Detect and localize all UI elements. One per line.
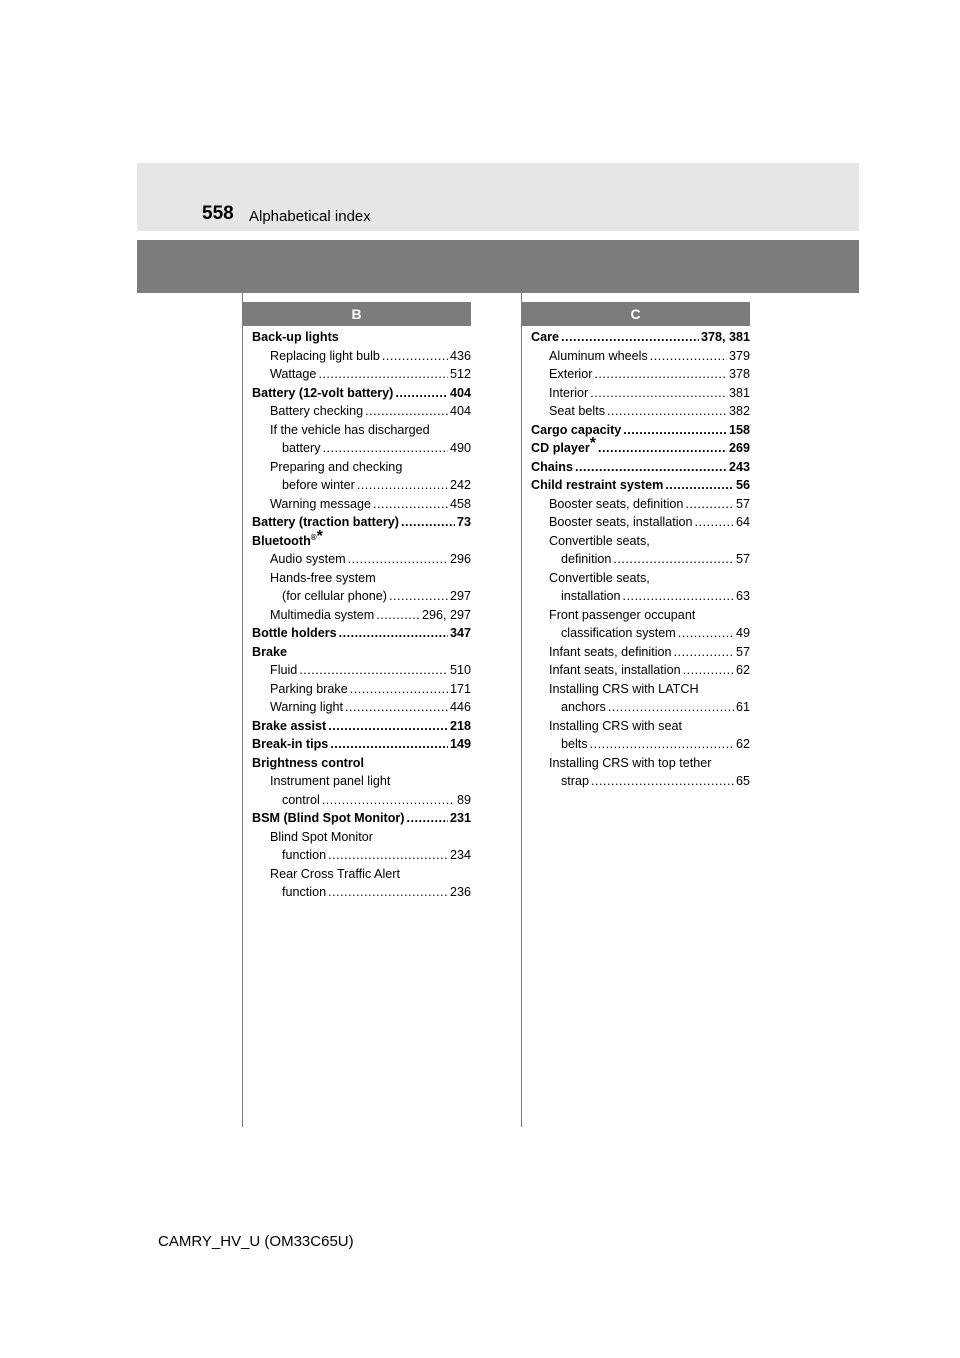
entry-page-number: 269 (728, 441, 750, 455)
entry-label-text: Brightness control (252, 755, 364, 770)
entry-page-number: 64 (735, 515, 750, 529)
index-entry (252, 365, 471, 384)
index-entry (531, 698, 750, 717)
index-entry (252, 606, 471, 625)
entry-page-number: 490 (449, 441, 471, 455)
index-entry (252, 680, 471, 699)
entry-label (270, 571, 376, 585)
dot-leader (590, 384, 727, 403)
index-entry (252, 791, 471, 810)
entry-label (270, 402, 363, 421)
index-entry (252, 754, 471, 773)
entry-page-number: 171 (449, 681, 471, 696)
dot-leader (665, 476, 734, 495)
entry-label-text: Warning message (270, 496, 372, 511)
entry-label-text: function (282, 848, 327, 862)
entry-label (531, 435, 597, 458)
entry-page-number: 242 (449, 478, 471, 492)
index-entry (531, 513, 750, 532)
index-entry (531, 569, 750, 588)
entry-page-number: 63 (735, 589, 750, 603)
entry-label-text: Installing CRS with seat (549, 718, 682, 733)
dot-leader (330, 735, 448, 754)
index-entry (252, 347, 471, 366)
entry-label (270, 830, 373, 844)
entry-label (549, 571, 650, 585)
entry-label-text: Warning light (270, 700, 344, 714)
dot-leader (350, 680, 448, 699)
entry-page-number: 436 (449, 348, 471, 363)
entry-label-text: Aluminum wheels (549, 348, 648, 363)
entry-label (561, 735, 588, 754)
entry-page-number: 404 (449, 404, 471, 418)
dot-leader (318, 365, 448, 384)
entry-label-text: Bottle holders (252, 626, 337, 640)
index-entry (252, 550, 471, 569)
entry-label (282, 587, 387, 606)
index-entry (531, 735, 750, 754)
entry-page-number: 243 (728, 459, 750, 474)
footnote-asterisk: * (589, 435, 597, 452)
index-entry (252, 772, 471, 791)
index-entry (531, 458, 750, 477)
entry-label-text: Booster seats, definition (549, 496, 684, 511)
entry-label (561, 550, 611, 569)
index-entry (531, 402, 750, 421)
entry-label-text: Replacing light bulb (270, 348, 380, 363)
index-entry (531, 606, 750, 625)
entry-label-text: Brake (252, 644, 288, 659)
index-entry (531, 435, 750, 458)
entry-label-text: Bluetooth (252, 533, 311, 548)
entry-label-text: Installing CRS with top tether (549, 755, 712, 770)
entry-label-text: (for cellular phone) (282, 589, 387, 603)
entry-label-text: battery (282, 441, 321, 455)
index-entry (252, 513, 471, 532)
entry-label-text: Fluid (270, 663, 298, 677)
entry-label (270, 495, 371, 514)
entry-page-number: 65 (735, 774, 750, 788)
index-entry (531, 643, 750, 662)
entry-label (252, 735, 328, 754)
entry-label (549, 347, 648, 366)
column-rule-middle (521, 293, 522, 1127)
index-entry (252, 865, 471, 884)
index-entry (531, 717, 750, 736)
entry-label (549, 608, 695, 622)
entry-label (549, 643, 672, 662)
entry-page-number: 296, 297 (421, 607, 471, 622)
entry-label-text: Wattage (270, 367, 317, 381)
page-number: 558 (202, 203, 234, 224)
index-entry (252, 587, 471, 606)
dot-leader (365, 402, 448, 421)
entry-page-number: 382 (728, 404, 750, 418)
entry-page-number: 89 (456, 792, 471, 807)
entry-label (282, 791, 320, 810)
index-entry (531, 495, 750, 514)
entry-label (549, 384, 588, 403)
dot-leader (322, 791, 455, 810)
entry-page-number: 56 (735, 478, 750, 492)
entry-page-number: 49 (735, 626, 750, 640)
entry-label (561, 698, 606, 717)
entry-label (561, 587, 621, 606)
dot-leader (299, 661, 448, 680)
entry-label (549, 402, 605, 421)
dot-leader (561, 328, 699, 347)
index-entry (252, 828, 471, 847)
index-entry (531, 772, 750, 791)
dot-leader (674, 643, 734, 662)
entry-label-text: BSM (Blind Spot Monitor) (252, 811, 405, 825)
dot-leader (695, 513, 734, 532)
column-rule-left (242, 293, 243, 1127)
entry-page-number: 57 (735, 552, 750, 566)
entry-page-number: 378 (728, 367, 750, 381)
entry-label-text: Back-up lights (252, 330, 339, 344)
dot-leader (683, 661, 734, 680)
dot-leader (591, 772, 734, 791)
entry-label (252, 717, 326, 736)
entry-label (270, 347, 380, 366)
entry-label (531, 421, 621, 440)
entry-label (270, 680, 348, 699)
index-entry (531, 550, 750, 569)
entry-page-number: 236 (449, 885, 471, 899)
entry-label-text: classification system (561, 626, 676, 640)
entry-label (549, 365, 592, 384)
entry-label-text: definition (561, 552, 612, 566)
entry-label (531, 458, 573, 477)
index-entry (252, 846, 471, 865)
entry-page-number: 404 (449, 385, 471, 400)
entry-label (531, 476, 663, 495)
entry-label-text: anchors (561, 700, 606, 714)
entry-label (549, 513, 693, 532)
dot-leader (623, 587, 734, 606)
entry-label-text: Infant seats, definition (549, 644, 672, 659)
entry-label (252, 645, 287, 659)
index-entry (252, 476, 471, 495)
dot-leader (376, 606, 420, 625)
entry-label (270, 867, 400, 881)
index-entry (531, 384, 750, 403)
entry-label-text: Exterior (549, 367, 593, 381)
index-entry (531, 661, 750, 680)
entry-label-text: Convertible seats, (549, 533, 650, 548)
dot-leader (339, 624, 448, 643)
index-entry (252, 661, 471, 680)
dot-leader (650, 347, 727, 366)
entry-label-text: Preparing and checking (270, 459, 403, 474)
index-entry (252, 328, 471, 347)
entry-label-text: before winter (282, 478, 355, 492)
entry-label (270, 365, 316, 384)
dot-leader (357, 476, 448, 495)
index-entry (252, 569, 471, 588)
entry-page-number: 296 (449, 552, 471, 566)
index-entry (252, 384, 471, 403)
entry-page-number: 381 (728, 385, 750, 400)
entry-label-text: Battery checking (270, 404, 364, 418)
entry-page-number: 510 (449, 663, 471, 677)
dot-leader (389, 587, 448, 606)
entry-label (252, 527, 323, 548)
entry-label (282, 883, 326, 902)
entry-label (282, 476, 355, 495)
entry-label (549, 682, 699, 696)
entry-page-number: 231 (449, 811, 471, 825)
entry-page-number: 61 (735, 700, 750, 714)
entry-label-text: Rear Cross Traffic Alert (270, 866, 400, 881)
entry-label-text: Parking brake (270, 681, 348, 696)
index-column-b (252, 328, 471, 902)
entry-label-text: Installing CRS with LATCH (549, 681, 699, 696)
dot-leader (608, 698, 734, 717)
entry-label (549, 661, 681, 680)
entry-page-number: 57 (735, 496, 750, 511)
entry-label-text: Booster seats, installation (549, 515, 693, 529)
letter-heading-b: B (242, 302, 471, 326)
entry-label (252, 756, 364, 770)
entry-page-number: 446 (449, 700, 471, 714)
entry-label-text: strap (561, 774, 589, 788)
index-entry (531, 328, 750, 347)
index-column-c (531, 328, 750, 791)
index-entry (252, 698, 471, 717)
dot-leader (401, 513, 455, 532)
index-entry (531, 421, 750, 440)
entry-label-text: belts (561, 737, 588, 751)
entry-page-number: 62 (735, 663, 750, 677)
entry-label (270, 423, 430, 437)
index-entry (252, 421, 471, 440)
entry-label-text: If the vehicle has discharged (270, 422, 430, 437)
page-header (137, 163, 859, 231)
entry-page-number: 158 (728, 422, 750, 437)
entry-page-number: 379 (728, 348, 750, 363)
dot-leader (613, 550, 734, 569)
dot-leader (407, 809, 448, 828)
entry-label-text: Hands-free system (270, 570, 376, 585)
dot-leader (575, 458, 727, 477)
entry-label (252, 809, 405, 828)
index-entry (252, 717, 471, 736)
index-entry (531, 365, 750, 384)
registered-mark: ® (310, 532, 317, 542)
index-entry (531, 532, 750, 551)
entry-label-text: Care (531, 330, 560, 344)
dot-leader (395, 384, 448, 403)
dot-leader (348, 550, 448, 569)
section-title: Alphabetical index (249, 208, 371, 225)
entry-label-text: function (282, 885, 327, 899)
dot-leader (373, 495, 448, 514)
entry-label (252, 624, 337, 643)
entry-label-text: Cargo capacity (531, 422, 622, 437)
dot-leader (607, 402, 727, 421)
dot-leader (623, 421, 727, 440)
entry-label (561, 624, 676, 643)
entry-label (549, 719, 682, 733)
entry-label (549, 534, 650, 548)
dot-leader (328, 883, 448, 902)
dot-leader (590, 735, 734, 754)
entry-label (282, 846, 326, 865)
index-entry (252, 527, 471, 551)
dot-leader (685, 495, 734, 514)
entry-label (549, 756, 711, 770)
footnote-asterisk: * (316, 527, 323, 545)
entry-page-number: 512 (449, 367, 471, 381)
entry-page-number: 347 (449, 626, 471, 640)
entry-label-text: Break-in tips (252, 737, 329, 751)
dot-leader (323, 439, 448, 458)
dot-leader (598, 439, 727, 458)
entry-page-number: 378, 381 (700, 330, 750, 344)
entry-label (270, 460, 402, 474)
dot-leader (678, 624, 734, 643)
entry-page-number: 57 (735, 644, 750, 659)
entry-page-number: 297 (449, 589, 471, 603)
entry-label-text: Chains (531, 459, 573, 474)
entry-label-text: installation (561, 589, 621, 603)
entry-label-text: control (282, 792, 320, 807)
entry-label (270, 661, 297, 680)
dot-leader (594, 365, 727, 384)
index-entry (252, 883, 471, 902)
dot-leader (382, 347, 448, 366)
index-entry (252, 402, 471, 421)
index-entry (531, 680, 750, 699)
entry-label-text: Audio system (270, 552, 346, 566)
index-entry (531, 347, 750, 366)
entry-label (531, 328, 559, 347)
entry-page-number: 218 (449, 718, 471, 733)
entry-label-text: Convertible seats, (549, 570, 650, 585)
index-entry (531, 754, 750, 773)
entry-label-text: Battery (traction battery) (252, 515, 399, 529)
index-entry (252, 809, 471, 828)
index-entry (252, 643, 471, 662)
header-divider-bar (137, 240, 859, 293)
dot-leader (328, 846, 448, 865)
entry-label-text: CD player (531, 441, 590, 455)
entry-label-text: Seat belts (549, 404, 606, 418)
entry-label-text: Blind Spot Monitor (270, 829, 373, 844)
entry-label (549, 495, 683, 514)
entry-label (252, 384, 393, 403)
entry-label-text: Child restraint system (531, 478, 664, 492)
entry-label-text: Front passenger occupant (549, 607, 696, 622)
entry-label-text: Instrument panel light (270, 774, 391, 788)
entry-label-text: Brake assist (252, 718, 327, 733)
entry-label-text: Interior (549, 385, 589, 400)
document-code: CAMRY_HV_U (OM33C65U) (158, 1233, 354, 1250)
entry-label (561, 772, 589, 791)
entry-label-text: Infant seats, installation (549, 663, 681, 677)
index-entry (252, 458, 471, 477)
entry-label-text: Multimedia system (270, 607, 375, 622)
index-entry (531, 587, 750, 606)
entry-page-number: 149 (449, 737, 471, 751)
index-entry (252, 735, 471, 754)
entry-label (270, 606, 374, 625)
index-entry (252, 495, 471, 514)
entry-page-number: 458 (449, 496, 471, 511)
entry-page-number: 73 (456, 515, 471, 529)
entry-page-number: 234 (449, 848, 471, 862)
dot-leader (345, 698, 448, 717)
entry-label (252, 330, 339, 344)
index-entry (252, 439, 471, 458)
index-entry (531, 624, 750, 643)
entry-label-text: Battery (12-volt battery) (252, 385, 394, 400)
entry-label (282, 439, 321, 458)
entry-label (270, 774, 390, 788)
entry-label (270, 698, 343, 717)
entry-label (252, 513, 399, 532)
letter-heading-c: C (521, 302, 750, 326)
entry-page-number: 62 (735, 737, 750, 751)
index-entry (252, 624, 471, 643)
dot-leader (328, 717, 448, 736)
index-entry (531, 476, 750, 495)
entry-label (270, 550, 346, 569)
